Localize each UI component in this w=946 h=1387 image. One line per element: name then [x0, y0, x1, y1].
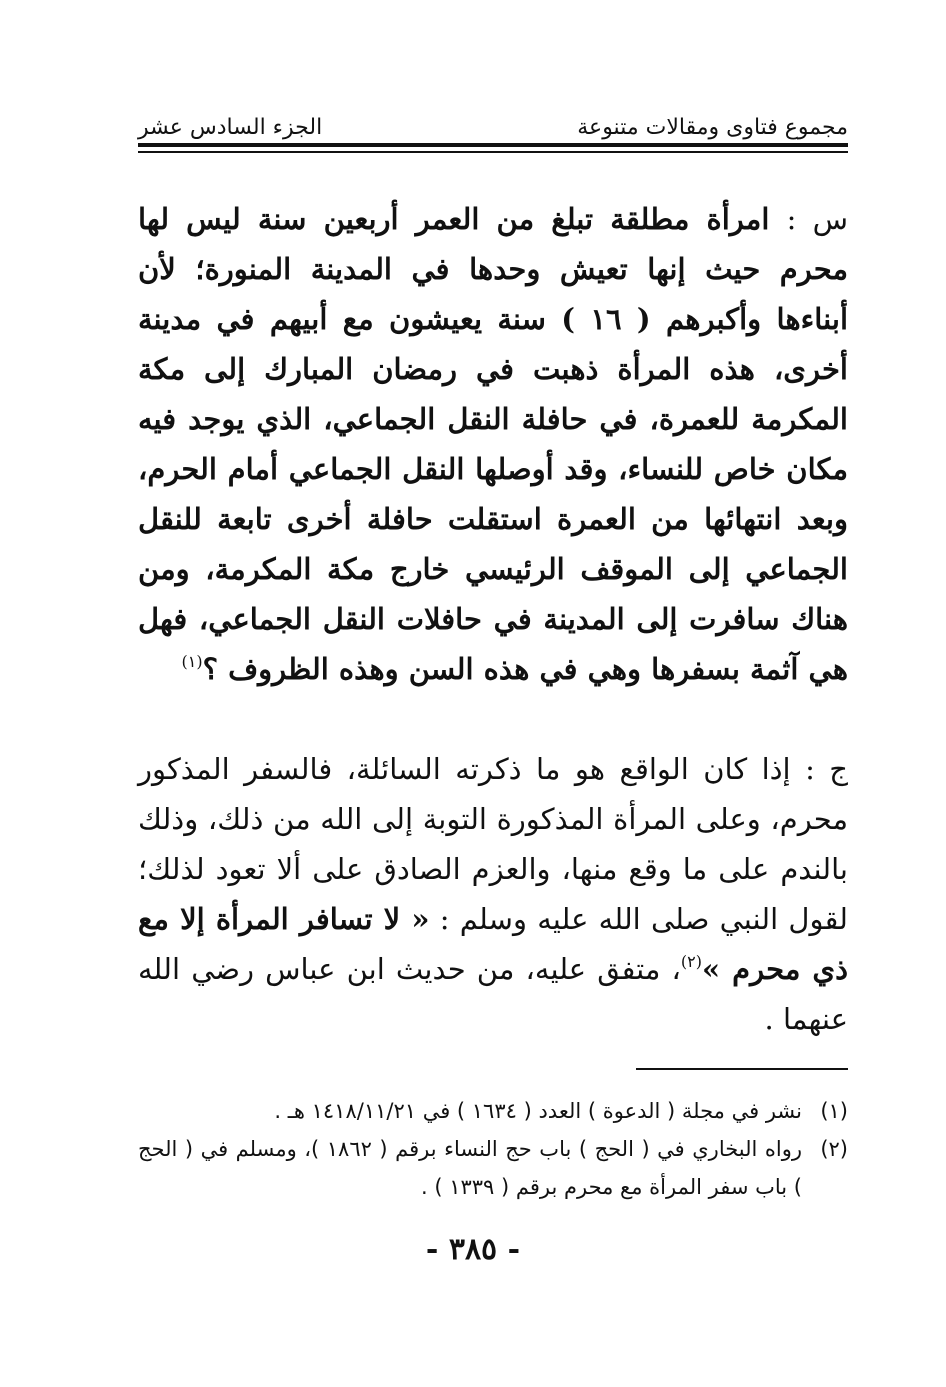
- answer-marker: ج :: [805, 752, 849, 786]
- footnote-item: [138, 1092, 848, 1130]
- footnote-number: (١): [820, 1099, 848, 1123]
- question-marker: س :: [786, 202, 849, 236]
- question-paragraph: [138, 194, 848, 694]
- book-title: مجموع فتاوى ومقالات متنوعة: [577, 115, 848, 140]
- footnote-text: رواه البخاري في ( الحج ) باب حج النساء برقم ( ١٨٦٢ )، ومسلم في ( الحج ) باب سفر المرأة مع محرم برقم ( ١٣٣٩ ) .: [138, 1137, 802, 1199]
- footnote-number: (٢): [820, 1137, 848, 1161]
- footnote-text: نشر في مجلة ( الدعوة ) العدد ( ١٦٣٤ ) في ١٤١٨/١١/٢١ هـ .: [274, 1099, 802, 1123]
- footnote-item: [138, 1130, 848, 1206]
- footnote-ref-2: (٢): [680, 952, 702, 971]
- page-number: - ٣٨٥ -: [425, 1232, 521, 1267]
- footnotes: [138, 1092, 848, 1206]
- volume-label: الجزء السادس عشر: [138, 115, 323, 140]
- answer-text-before: إذا كان الواقع هو ما ذكرته السائلة، فالسفر المذكور محرم، وعلى المرأة المذكورة التوبة إلى الله من ذلك، وذلك بالندم على ما وقع منها، والعزم الصادق على ألا تعود لذلك؛ لقول النبي صلى الله عليه وسلم :: [138, 752, 848, 936]
- header-rule-thin: [138, 151, 848, 153]
- answer-paragraph: [138, 744, 848, 1044]
- answer-text-after: ، متفق عليه، من حديث ابن عباس رضي الله عنهما .: [138, 952, 848, 1036]
- footnote-separator: [636, 1068, 848, 1070]
- question-text: امرأة مطلقة تبلغ من العمر أربعين سنة ليس لها محرم حيث إنها تعيش وحدها في المدينة المنورة؛ لأن أبناءها وأكبرهم ( ١٦ ) سنة يعيشون مع أبيهم في مدينة أخرى، هذه المرأة ذهبت في رمضان المبارك إلى مكة المكرمة للعمرة، في حافلة النقل الجماعي، الذي يوجد فيه مكان خاص للنساء، وقد أوصلها النقل الجماعي أمام الحرم، وبعد انتهائها من العمرة استقلت حافلة أخرى تابعة للنقل الجماعي إلى الموقف الرئيسي خارج مكة المكرمة، ومن هناك سافرت إلى المدينة في حافلات النقل الجماعي، فهل هي آثمة بسفرها وهي في هذه السن وهذه الظروف ؟: [138, 202, 848, 686]
- running-header: [138, 100, 848, 140]
- footnote-ref-1: (١): [181, 652, 203, 671]
- header-rule-thick: [138, 143, 848, 147]
- hadith-quote: « لا تسافر المرأة إلا مع ذي محرم »: [138, 902, 849, 986]
